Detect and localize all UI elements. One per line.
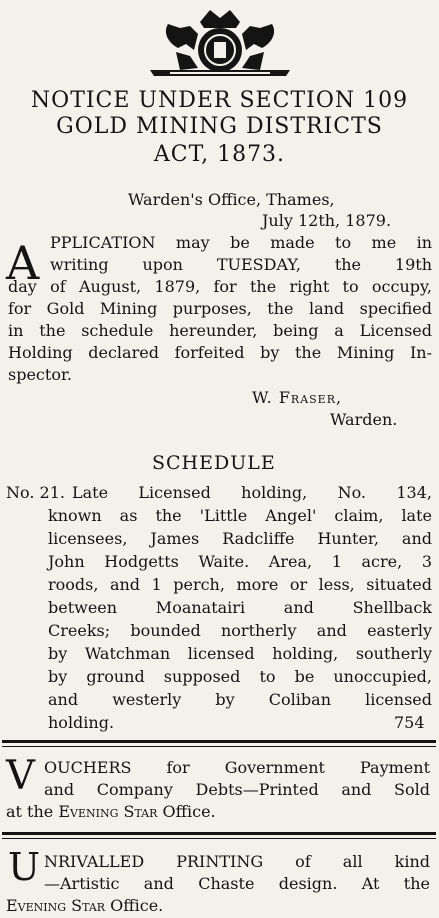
printing-paper-name: Evening Star [6,896,106,915]
date-line: July 12th, 1879. [262,211,392,230]
schedule-title: SCHEDULE [152,452,276,474]
schedule-last-line: holding. [48,713,115,732]
drop-cap-v: V [6,753,35,799]
schedule-entry-number: No. 21. [6,483,65,502]
printing-line-3-suffix: Office. [110,896,164,915]
office-line: Warden's Office, Thames, [128,190,335,209]
schedule-line-4: John Hodgetts Waite. Area, 1 acre, 3 [48,552,432,571]
printing-line-1: NRIVALLED PRINTING of all kind [44,852,430,871]
notice-heading-line-2: GOLD MINING DISTRICTS [56,114,383,139]
divider-rule-thin-2 [2,838,436,839]
vouchers-line-3-prefix: at the [6,802,54,821]
body-line-5: in the schedule hereunder, being a Licensed [8,321,432,340]
printing-line-2: —Artistic and Chaste design. At the [44,874,430,893]
schedule-line-3: licensees, James Radcliffe Hunter, and [48,529,432,548]
vouchers-line-2: and Company Debts—Printed and Sold [44,780,430,799]
vouchers-line-3 [6,802,216,821]
divider-rule-thick [2,740,436,743]
signature-name: W. Fraser, [252,388,343,407]
drop-cap-u: U [8,845,41,889]
body-line-1: PPLICATION may be made to me in [50,233,432,252]
body-line-3: day of August, 1879, for the right to occupy, [8,277,432,296]
body-line-4: for Gold Mining purposes, the land specified [8,299,432,318]
schedule-reference-number: 754 [394,713,425,732]
schedule-line-10: and westerly by Coliban licensed [48,690,432,709]
schedule-line-8: by Watchman licensed holding, southerly [48,644,432,663]
schedule-line-5: roods, and 1 perch, more or less, situated [48,575,432,594]
schedule-line-6: between Moanatairi and Shellback [48,598,432,617]
schedule-line-7: Creeks; bounded northerly and easterly [48,621,432,640]
vouchers-paper-name: Evening Star [58,802,158,821]
body-line-6: Holding declared forfeited by the Mining In- [8,343,432,362]
printing-line-3 [6,896,163,915]
schedule-line-9: by ground supposed to be unoccupied, [48,667,432,686]
schedule-line-2: known as the 'Little Angel' claim, late [48,506,432,525]
notice-heading-line-3: ACT, 1873. [153,142,286,167]
vouchers-line-3-suffix: Office. [162,802,216,821]
signature-title: Warden. [330,410,398,429]
body-line-7: spector. [8,365,72,384]
divider-rule-thick-2 [2,832,436,835]
vouchers-line-1: OUCHERS for Government Payment [44,758,430,777]
divider-rule-thin [2,746,436,747]
drop-cap-a: A [6,236,40,290]
schedule-line-1: Late Licensed holding, No. 134, [72,483,432,502]
notice-heading-line-1: NOTICE UNDER SECTION 109 [30,88,409,113]
royal-crest-emblem [140,4,300,78]
body-line-2: writing upon TUESDAY, the 19th [50,255,432,274]
